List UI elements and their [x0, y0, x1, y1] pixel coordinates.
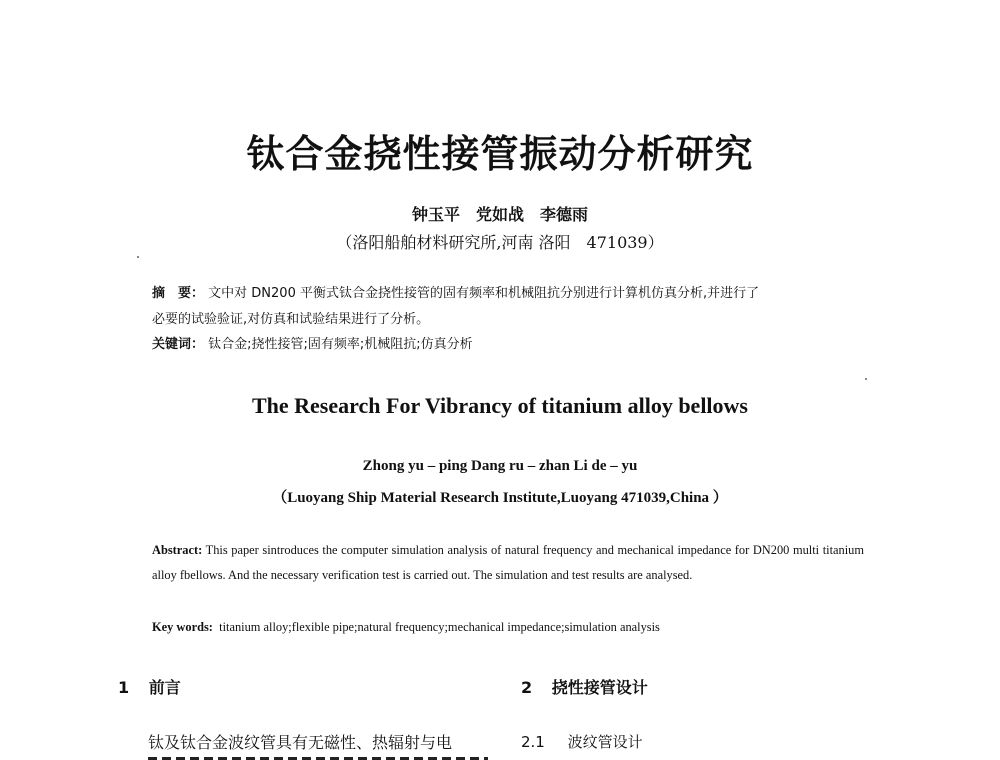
section-1-number: 1: [118, 678, 130, 697]
keywords-label-en: Key words:: [152, 620, 213, 634]
authors-cn: 钟玉平 党如战 李德雨: [411, 205, 588, 224]
abstract-text-en: This paper sintroduces the computer simulation analysis of natural frequency and mechanical impedance for DN200 multi titanium alloy fbellows. And the necessary verification test is carried out. The simulation and test results are analysed.: [152, 543, 864, 582]
affiliation-en: （Luoyang Ship Material Research Institute,Luoyang 471039,China ）: [272, 490, 728, 506]
section-2-number: 2: [521, 678, 533, 697]
abstract-en: [152, 538, 864, 588]
keywords-label-cn: 关键词：: [152, 337, 205, 352]
paper-title-en: The Research For Vibrancy of titanium alloy bellows: [251, 393, 748, 418]
affiliation-cn: （洛阳船舶材料研究所,河南 洛阳 471039）: [336, 233, 664, 252]
scan-speck: [865, 378, 867, 380]
keywords-text-en: titanium alloy;flexible pipe;natural frequency;mechanical impedance;simulation analysis: [219, 620, 660, 634]
section-2-heading: [521, 675, 648, 698]
keywords-cn: [152, 333, 864, 356]
scan-speck: [137, 256, 139, 258]
section-1-heading: [118, 675, 181, 698]
section-1-title: 前言: [148, 678, 181, 697]
section-1-paragraph-line: 钛及钛合金波纹管具有无磁性、热辐射与电: [148, 733, 453, 752]
subsection-2-1-title: 波纹管设计: [567, 733, 643, 751]
subsection-2-1-number: 2.1: [521, 733, 545, 751]
abstract-text-cn: 文中对 DN200 平衡式钛合金挠性接管的固有频率和机械阻抗分别进行计算机仿真分析,并进行了: [208, 286, 760, 301]
authors-en: Zhong yu – ping Dang ru – zhan Li de – yu: [362, 458, 638, 474]
subsection-2-1-heading: [521, 731, 643, 752]
keywords-en: [152, 615, 864, 640]
abstract-label-cn: 摘 要：: [152, 286, 205, 301]
abstract-cn-line1: [152, 282, 864, 305]
section-2-title: 挠性接管设计: [551, 678, 648, 697]
abstract-cn-line2: 必要的试验验证,对仿真和试验结果进行了分析。: [152, 312, 430, 327]
abstract-label-en: Abstract:: [152, 543, 203, 557]
paper-title-cn: 钛合金挠性接管振动分析研究: [246, 132, 754, 176]
keywords-text-cn: 钛合金;挠性接管;固有频率;机械阻抗;仿真分析: [208, 337, 473, 352]
